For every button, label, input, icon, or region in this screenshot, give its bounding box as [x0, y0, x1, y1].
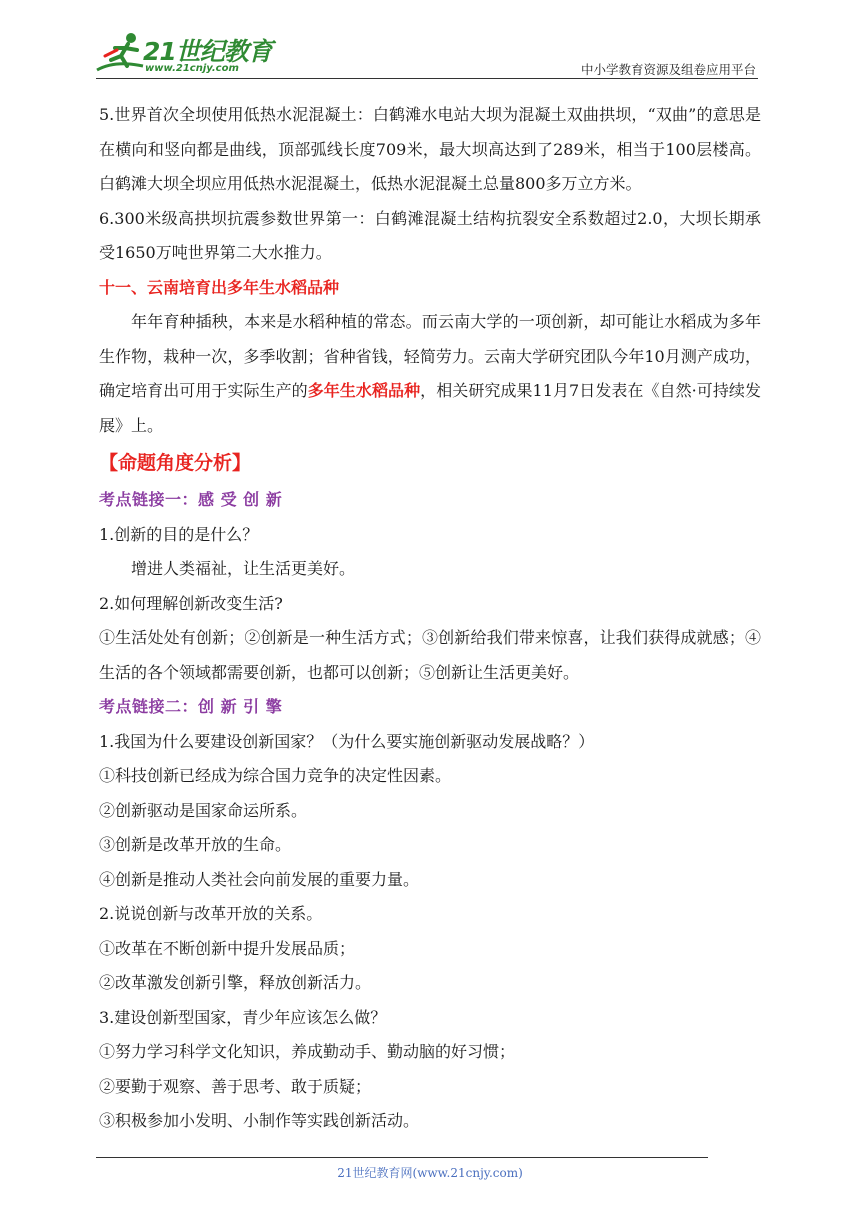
kp2-q2-item: ①改革在不断创新中提升发展品质；: [99, 938, 356, 958]
section-11-highlight: 多年生水稻品种: [307, 381, 421, 400]
kp2-q3-item: ①努力学习科学文化知识，养成勤动手、勤动脑的好习惯；: [99, 1042, 516, 1061]
kp2-q1-item: ②创新驱动是国家命运所系。: [99, 800, 308, 820]
kp2-q1-item: ③创新是改革开放的生命。: [99, 835, 292, 854]
kp1-answer-1: 增进人类福祉，让生活更美好。: [131, 559, 356, 578]
logo-text: 21世纪教育: [143, 37, 272, 66]
kp1-question-1: 1.创新的目的是什么？: [99, 524, 259, 544]
section-11-title: 十一、云南培育出多年生水稻品种: [99, 277, 340, 297]
kp2-question-2: 2.说说创新与改革开放的关系。: [99, 904, 323, 923]
header-divider: [96, 78, 758, 79]
kp1-title: 考点链接一：感 受 创 新: [99, 490, 283, 509]
kp2-title: 考点链接二：创 新 引 擎: [99, 697, 283, 716]
kp2-q1-item: ④创新是推动人类社会向前发展的重要力量。: [99, 869, 420, 889]
kp1-question-2: 2.如何理解创新改变生活?: [99, 593, 283, 613]
section-11-paragraph: [99, 305, 761, 443]
platform-name: 中小学教育资源及组卷应用平台: [580, 62, 756, 77]
document-body: [99, 98, 761, 1139]
footer-divider: [96, 1157, 708, 1158]
site-logo: [95, 30, 272, 80]
section-11-text-b: ，相关研究成果11月7日发表在《自然·可持续发展》上。: [99, 381, 761, 435]
kp2-q1-item: ①科技创新已经成为综合国力竞争的决定性因素。: [99, 766, 452, 785]
kp2-q3-item: ②要勤于观察、善于思考、敢于质疑；: [99, 1076, 372, 1096]
kp2-q3-item: ③积极参加小发明、小制作等实践创新活动。: [99, 1111, 420, 1130]
kp2-q2-item: ②改革激发创新引擎，释放创新活力。: [99, 973, 372, 992]
footer-link[interactable]: 21世纪教育网(www.21cnjy.com): [337, 1166, 523, 1180]
page-header: [0, 0, 860, 80]
paragraph-6: 6.300米级高拱坝抗震参数世界第一：白鹤滩混凝土结构抗裂安全系数超过2.0，大坝长期承受1650万吨世界第二大水推力。: [99, 208, 761, 262]
kp2-question-3: 3.建设创新型国家，青少年应该怎么做？: [99, 1007, 387, 1027]
kp2-question-1: 1.我国为什么要建设创新国家？（为什么要实施创新驱动发展战略？）: [99, 731, 595, 751]
paragraph-5: 5.世界首次全坝使用低热水泥混凝土：白鹤滩水电站大坝为混凝土双曲拱坝，“双曲”的意思是在横向和竖向都是曲线，顶部弧线长度709米，最大坝高达到了289米，相当于100层楼高。白鹤滩大坝全坝应用低热水泥混凝土，低热水泥混凝土总量800多万立方米。: [99, 105, 761, 193]
kp1-answer-2: ①生活处处有创新；②创新是一种生活方式；③创新给我们带来惊喜，让我们获得成就感；④生活的各个领域都需要创新，也都可以创新；⑤创新让生活更美好。: [99, 628, 761, 682]
logo-url: www.21cnjy.com: [145, 63, 239, 74]
section-11-text-a: 年年育种插秧，本来是水稻种植的常态。而云南大学的一项创新，却可能让水稻成为多年生作物，栽种一次，多季收割；省种省钱，轻简劳力。云南大学研究团队今年10月测产成功，确定培育出可用于实际生产的: [99, 312, 761, 400]
analysis-title: 【命题角度分析】: [99, 452, 252, 474]
